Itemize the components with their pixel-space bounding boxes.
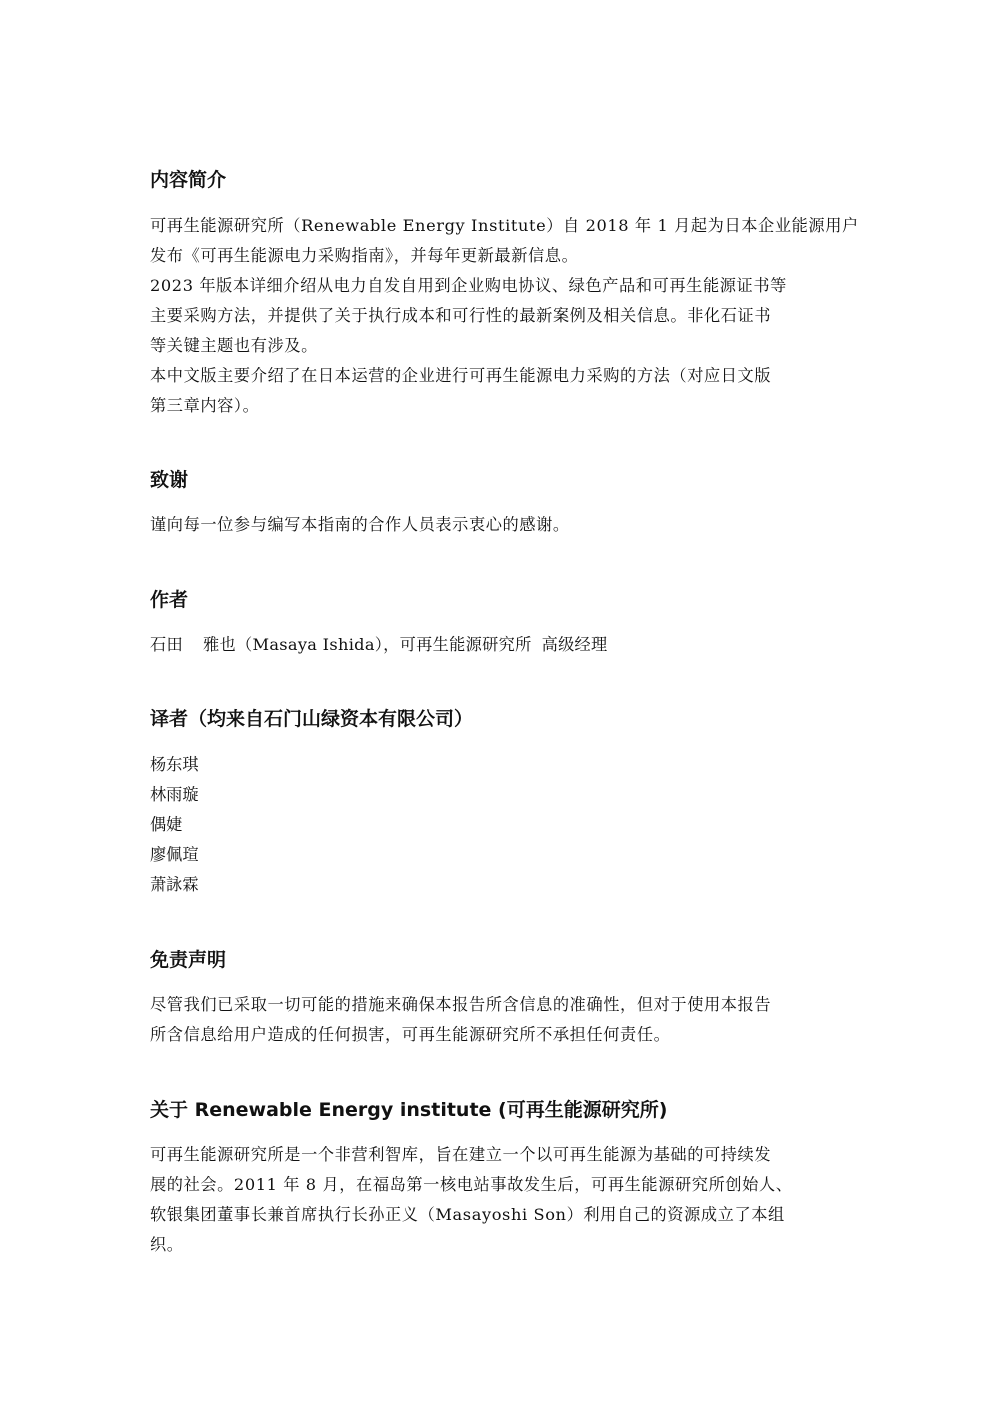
translator-name: 杨东琪 [150,755,199,774]
author-line [150,630,608,660]
acknowledgement-paragraph [150,510,840,540]
about-heading: 关于 Renewable Energy institute (可再生能源研究所) [150,1099,668,1121]
about-line: 织。 [150,1235,184,1254]
summary-paragraph [150,211,859,421]
about-paragraph [150,1140,840,1260]
disclaimer-line: 所含信息给用户造成的任何损害，可再生能源研究所不承担任何责任。 [150,1025,671,1044]
about-line: 展的社会。2011 年 8 月，在福岛第一核电站事故发生后，可再生能源研究所创始人、 [150,1175,793,1194]
summary-line: 第三章内容）。 [150,396,260,415]
disclaimer-line: 尽管我们已采取一切可能的措施来确保本报告所含信息的准确性，但对于使用本报告 [150,995,772,1014]
author-title: 高级经理 [541,635,608,654]
translator-name: 偶婕 [150,815,183,834]
summary-line: 本中文版主要介绍了在日本运营的企业进行可再生能源电力采购的方法（对应日文版 [150,366,772,385]
about-line: 可再生能源研究所是一个非营利智库，旨在建立一个以可再生能源为基础的可持续发 [150,1145,772,1164]
summary-heading: 内容简介 [150,169,227,191]
summary-line: 2023 年版本详细介绍从电力自发自用到企业购电协议、绿色产品和可再生能源证书等 [150,276,787,295]
summary-line: 可再生能源研究所（Renewable Energy Institute）自 2018 年 1 月起为日本企业能源用户 [150,216,859,235]
summary-line: 等关键主题也有涉及。 [150,336,318,355]
author-surname: 石田 [150,635,183,654]
acknowledgement-heading: 致谢 [150,469,189,491]
translators-heading: 译者（均来自石门山绿资本有限公司） [150,708,474,730]
translator-name: 萧詠霖 [150,875,199,894]
acknowledgement-text: 谨向每一位参与编写本指南的合作人员表示衷心的感谢。 [150,515,570,534]
translator-name: 廖佩瑄 [150,845,199,864]
about-line: 软银集团董事长兼首席执行长孙正义（Masayoshi Son）利用自己的资源成立了本组 [150,1205,785,1224]
author-name: 雅也（Masaya Ishida），可再生能源研究所 [202,635,532,654]
author-heading: 作者 [150,589,189,611]
disclaimer-paragraph [150,990,840,1050]
summary-line: 主要采购方法，并提供了关于执行成本和可行性的最新案例及相关信息。非化石证书 [150,306,772,325]
translator-name: 林雨璇 [150,785,199,804]
disclaimer-heading: 免责声明 [150,949,227,971]
summary-line: 发布《可再生能源电力采购指南》，并每年更新最新信息。 [150,246,579,265]
translators-list [150,750,199,900]
